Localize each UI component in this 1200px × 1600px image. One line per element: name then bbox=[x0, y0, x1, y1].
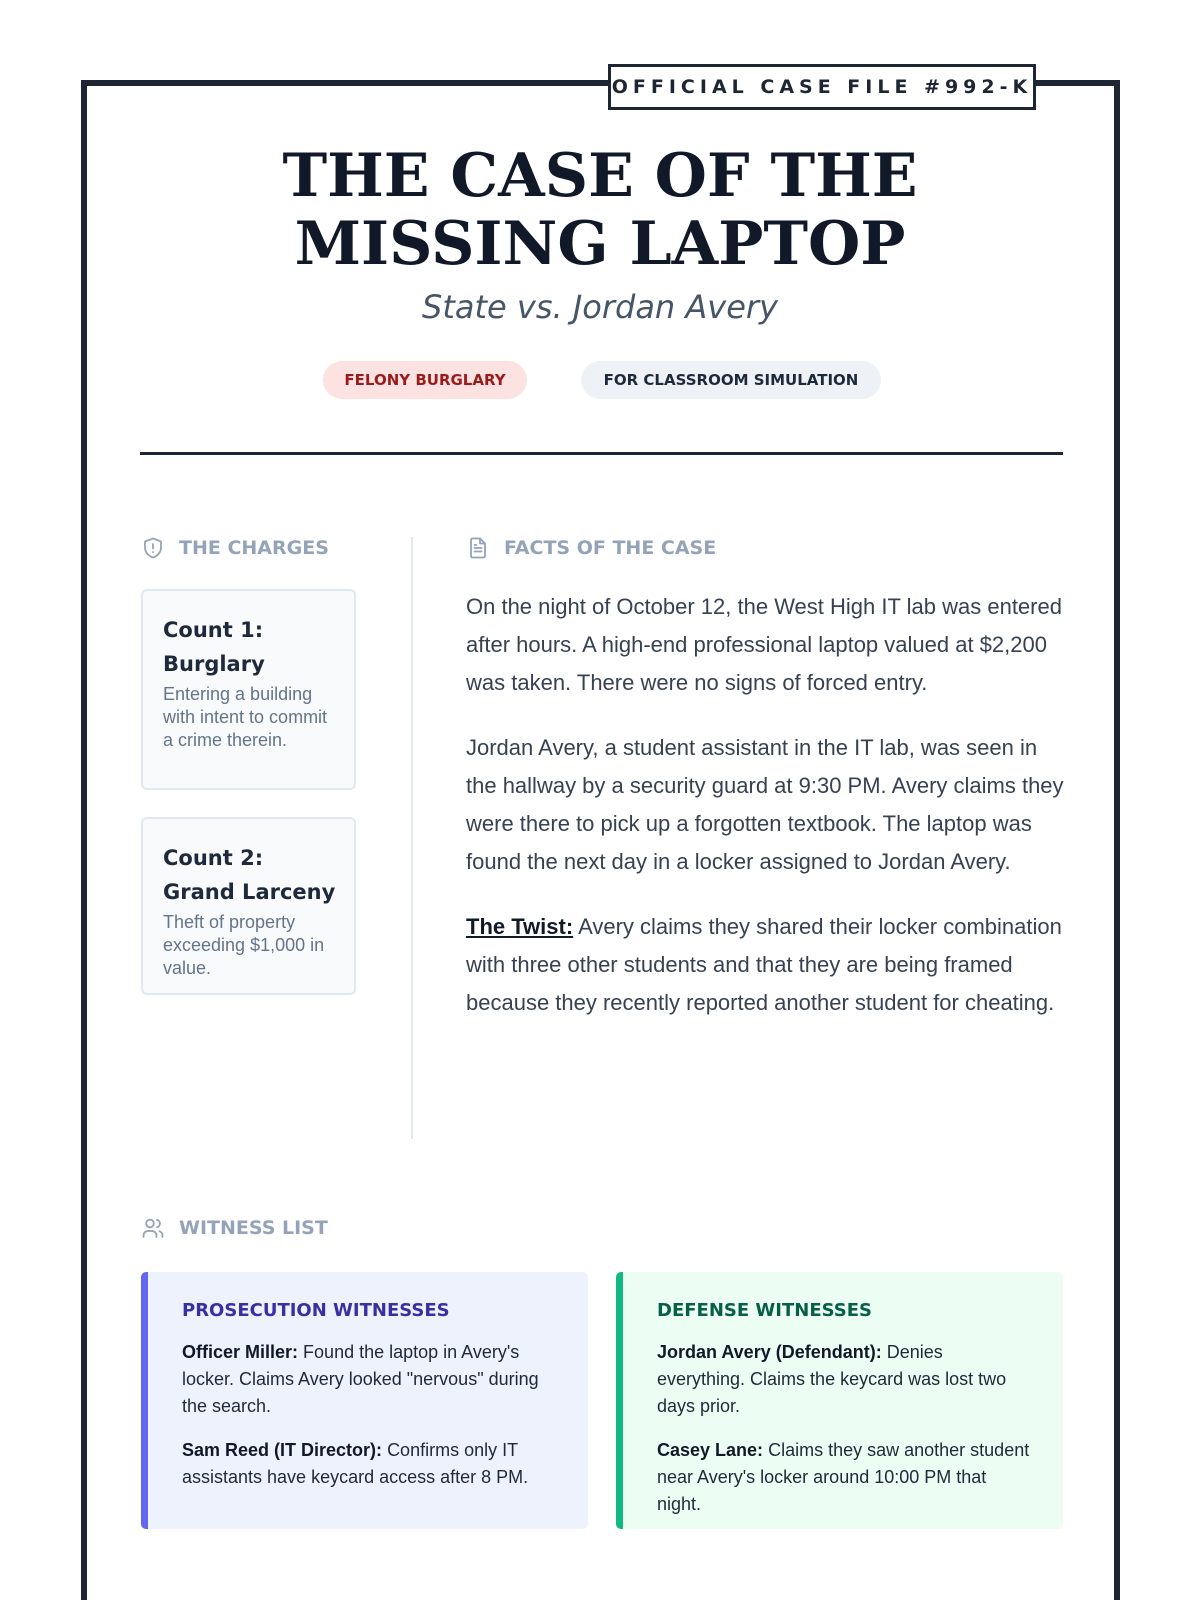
facts-paragraph: On the night of October 12, the West High IT lab was entered after hours. A high-end professional laptop valued at $2,200 was taken. There were no signs of forced entry. bbox=[466, 594, 1062, 695]
witness-text: Confirms only IT assistants have keycard access after 8 PM. bbox=[182, 1440, 529, 1487]
witness-text: Denies everything. Claims the keycard was lost two days prior. bbox=[657, 1342, 1007, 1416]
charges-heading bbox=[141, 536, 329, 560]
charge-title: Count 2: Grand Larceny bbox=[163, 846, 336, 904]
case-subtitle: State vs. Jordan Avery bbox=[422, 288, 778, 326]
witness-entry bbox=[182, 1437, 558, 1491]
column-divider bbox=[411, 537, 413, 1139]
defense-title: DEFENSE WITNESSES bbox=[657, 1300, 872, 1321]
users-icon bbox=[141, 1216, 165, 1240]
witness-name: Casey Lane: bbox=[657, 1440, 764, 1460]
prosecution-witnesses-box bbox=[141, 1272, 588, 1529]
witness-entry bbox=[657, 1437, 1033, 1518]
witness-entry bbox=[182, 1339, 558, 1420]
charge-description: Entering a building with intent to commit a crime therein. bbox=[163, 684, 328, 750]
charges-heading-label: THE CHARGES bbox=[179, 537, 329, 559]
header-divider bbox=[140, 452, 1063, 455]
charge-card-2 bbox=[141, 817, 356, 995]
charge-description: Theft of property exceeding $1,000 in value. bbox=[163, 912, 325, 978]
simulation-badge: FOR CLASSROOM SIMULATION bbox=[581, 361, 881, 399]
charge-card-1 bbox=[141, 589, 356, 790]
witness-heading bbox=[141, 1216, 328, 1240]
twist-text: Avery claims they shared their locker combination with three other students and that they are being framed because they recently reported another student for cheating. bbox=[466, 914, 1062, 1015]
witness-text: Claims they saw another student near Avery's locker around 10:00 PM that night. bbox=[657, 1440, 1030, 1514]
shield-icon bbox=[141, 536, 165, 560]
case-file-tag: OFFICIAL CASE FILE #992-K bbox=[608, 64, 1036, 110]
witness-name: Jordan Avery (Defendant): bbox=[657, 1342, 882, 1362]
witness-entry bbox=[657, 1339, 1033, 1420]
charge-title: Count 1: Burglary bbox=[163, 618, 265, 676]
twist-label: The Twist: bbox=[466, 914, 574, 939]
witness-name: Sam Reed (IT Director): bbox=[182, 1440, 383, 1460]
page-title: THE CASE OF THE MISSING LAPTOP bbox=[282, 141, 918, 279]
witness-name: Officer Miller: bbox=[182, 1342, 299, 1362]
facts-twist bbox=[466, 908, 1066, 1022]
facts-body bbox=[466, 588, 1066, 1049]
facts-paragraph: Jordan Avery, a student assistant in the IT lab, was seen in the hallway by a security guard at 9:30 PM. Avery claims they were there to pick up a forgotten textbook. The laptop was found the next day in a locker assigned to Jordan Avery. bbox=[466, 735, 1064, 874]
prosecution-title: PROSECUTION WITNESSES bbox=[182, 1300, 450, 1321]
witness-heading-label: WITNESS LIST bbox=[179, 1217, 328, 1239]
defense-witnesses-box bbox=[616, 1272, 1063, 1529]
witness-text: Found the laptop in Avery's locker. Claims Avery looked "nervous" during the search. bbox=[182, 1342, 539, 1416]
facts-heading-label: FACTS OF THE CASE bbox=[504, 537, 717, 559]
facts-heading bbox=[466, 536, 716, 560]
document-icon bbox=[466, 536, 490, 560]
felony-badge: FELONY BURGLARY bbox=[323, 361, 527, 399]
